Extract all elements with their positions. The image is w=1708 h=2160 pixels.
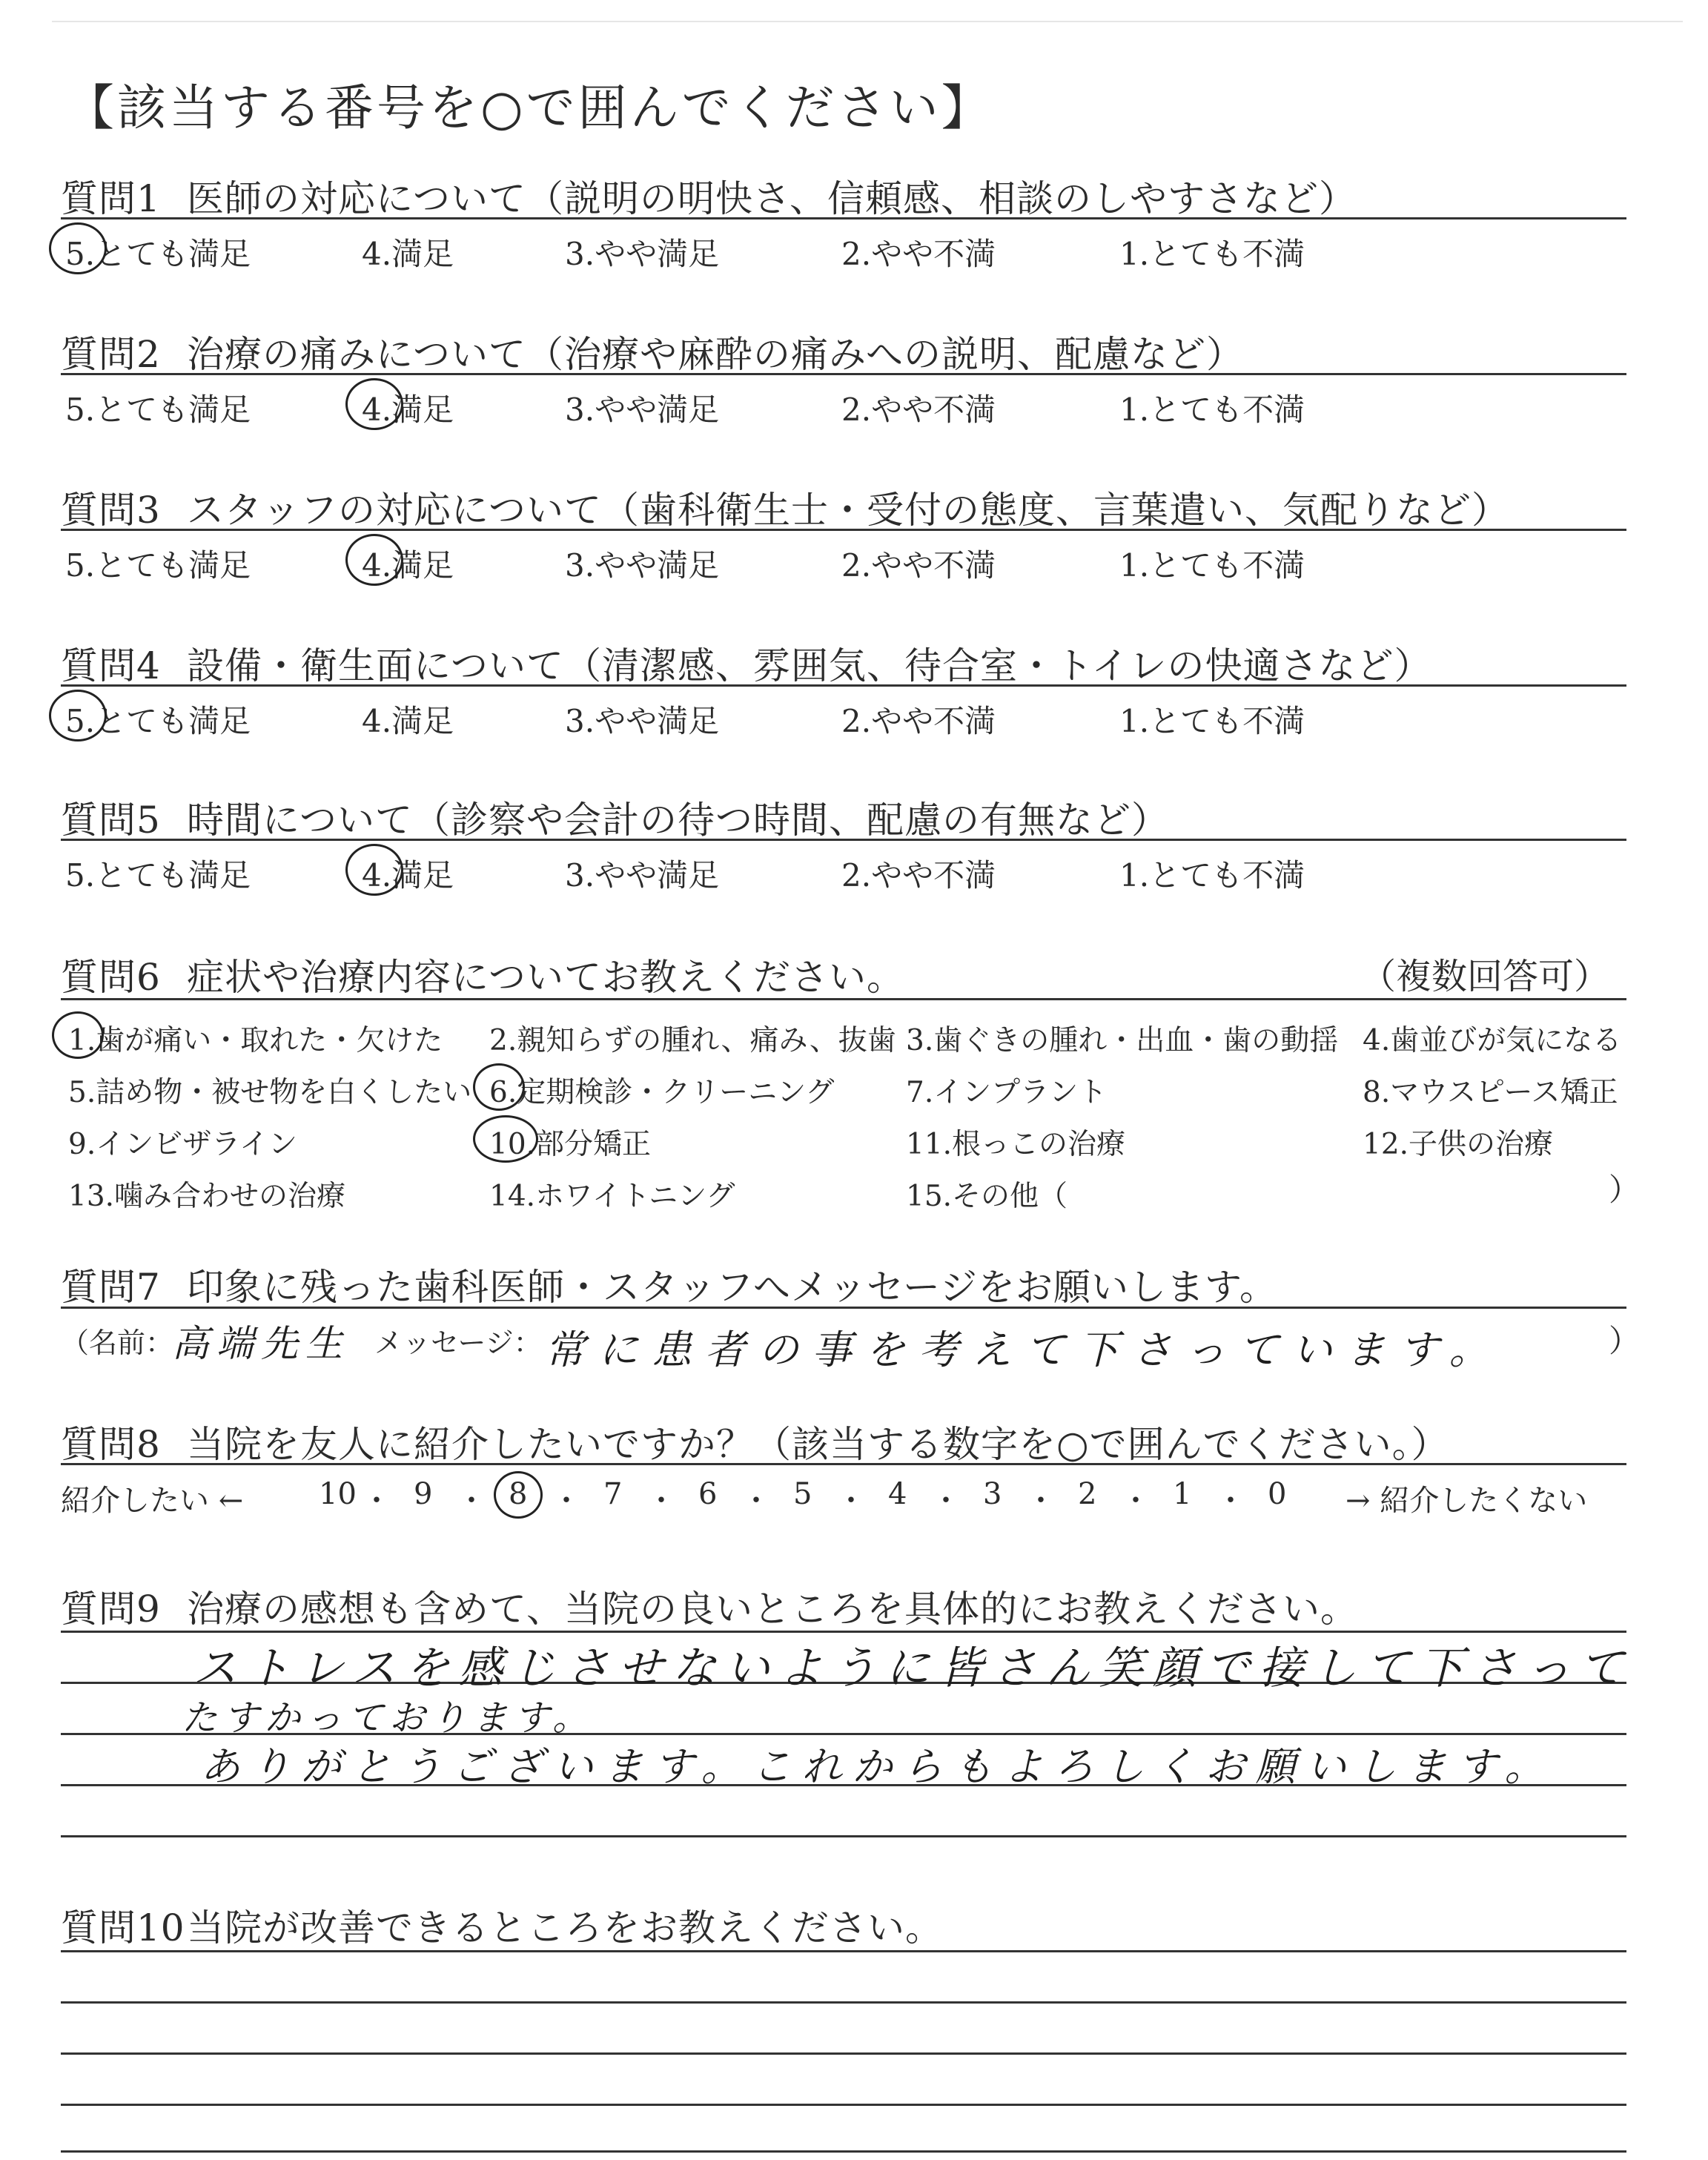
- recommend-separator: ・: [457, 1484, 486, 1518]
- top-edge-line: [52, 21, 1683, 22]
- question-8-rule: [61, 1463, 1626, 1465]
- rating-option: 4.満足: [362, 857, 454, 894]
- hand-drawn-selection-circle: [345, 378, 403, 430]
- symptom-option: 1.歯が痛い・取れた・欠けた: [68, 1024, 443, 1057]
- rating-option: 2.やや不満: [841, 236, 996, 272]
- question-number: 質問10: [61, 1906, 185, 1949]
- recommend-value: 8: [509, 1477, 528, 1511]
- question-6-heading: [61, 948, 904, 1001]
- rating-option: 5.とても満足: [65, 236, 251, 272]
- question-7-rule: [61, 1307, 1626, 1309]
- question-2-rule: [61, 373, 1626, 375]
- symptom-option: 6.定期検診・クリーニング: [489, 1076, 835, 1109]
- message-close-paren: ）: [1609, 1323, 1641, 1359]
- symptom-option: 7.インプラント: [906, 1076, 1108, 1109]
- question-text: 症状や治療内容についてお教えください。: [187, 956, 904, 999]
- recommend-value: 3: [983, 1477, 1002, 1511]
- symptom-option: 8.マウスピース矯正: [1363, 1076, 1618, 1109]
- hand-drawn-selection-circle: [52, 1011, 104, 1059]
- hand-drawn-selection-circle: [345, 844, 403, 896]
- rating-option: 1.とても不満: [1119, 547, 1305, 584]
- recommend-separator: ・: [1216, 1484, 1245, 1518]
- question-text: 当院が改善できるところをお教えください。: [187, 1906, 943, 1949]
- rating-option: 1.とても不満: [1119, 236, 1305, 272]
- question-5-rule: [61, 839, 1626, 841]
- recommend-value: 0: [1268, 1477, 1287, 1511]
- question-text: 医師の対応について（説明の明快さ、信頼感、相談のしやすさなど）: [187, 177, 1357, 220]
- symptom-option: 10.部分矯正: [489, 1128, 652, 1161]
- question-number: 質問1: [61, 177, 161, 220]
- recommend-separator: ・: [362, 1484, 391, 1518]
- symptom-option: 11.根っこの治療: [906, 1128, 1126, 1161]
- rating-option: 5.とても満足: [65, 547, 251, 584]
- question-text: 印象に残った歯科医師・スタッフへメッセージをお願いします。: [187, 1266, 1277, 1309]
- rating-option: 5.とても満足: [65, 857, 251, 894]
- handwritten-message: 常に患者の事を考えて下さっています。: [545, 1327, 1503, 1373]
- question-number: 質問4: [61, 644, 161, 687]
- message-label: メッセージ：: [374, 1327, 542, 1359]
- question-text: 治療の痛みについて（治療や麻酔の痛みへの説明、配慮など）: [187, 333, 1244, 376]
- hand-drawn-selection-circle: [494, 1471, 543, 1519]
- rating-option: 2.やや不満: [841, 392, 996, 428]
- recommend-separator: ・: [1121, 1484, 1151, 1518]
- recommend-separator: ・: [646, 1484, 676, 1518]
- rating-option: 2.やや不満: [841, 547, 996, 584]
- question-3-heading: [61, 480, 1509, 534]
- question-text: 時間について（診察や会計の待つ時間、配慮の有無など）: [187, 799, 1169, 842]
- answer-line: [61, 2052, 1626, 2055]
- question-number: 質問2: [61, 333, 161, 376]
- hand-drawn-selection-circle: [473, 1063, 525, 1111]
- recommend-value: 9: [414, 1477, 433, 1511]
- hand-drawn-selection-circle: [345, 534, 403, 586]
- name-label: （名前：: [61, 1327, 174, 1359]
- question-4-rule: [61, 684, 1626, 687]
- rating-option: 1.とても不満: [1119, 392, 1305, 428]
- question-number: 質問8: [61, 1423, 161, 1466]
- symptom-option: 3.歯ぐきの腫れ・出血・歯の動揺: [906, 1024, 1339, 1057]
- page-title: 【該当する番号を○で囲んでください】: [65, 79, 993, 136]
- hand-drawn-selection-circle: [473, 1115, 538, 1163]
- symptom-option: 4.歯並びが気になる: [1363, 1024, 1622, 1057]
- answer-line: [61, 1835, 1626, 1837]
- question-number: 質問7: [61, 1266, 161, 1309]
- handwritten-answer-line-1: ストレスを感じさせないように皆さん笑顔で接して下さって: [193, 1642, 1633, 1694]
- answer-line: [61, 2001, 1626, 2004]
- question-text: 設備・衛生面について（清潔感、雰囲気、待合室・トイレの快適さなど）: [187, 644, 1432, 687]
- rating-option: 4.満足: [362, 392, 454, 428]
- answer-line: [61, 2104, 1626, 2106]
- rating-option: 2.やや不満: [841, 857, 996, 894]
- rating-option: 2.やや不満: [841, 703, 996, 739]
- hand-drawn-selection-circle: [49, 222, 107, 274]
- question-3-rule: [61, 529, 1626, 531]
- rating-option: 5.とても満足: [65, 703, 251, 739]
- question-5-heading: [61, 790, 1169, 844]
- recommend-separator: ・: [552, 1484, 581, 1518]
- question-2-heading: [61, 325, 1244, 378]
- recommend-value: 6: [698, 1477, 718, 1511]
- hand-drawn-selection-circle: [49, 690, 107, 742]
- question-10-heading: [61, 1898, 943, 1952]
- question-text: スタッフの対応について（歯科衛生士・受付の態度、言葉遣い、気配りなど）: [187, 489, 1509, 532]
- handwritten-answer-line-2: たすかっております。: [182, 1697, 595, 1739]
- recommend-value: 7: [603, 1477, 623, 1511]
- rating-option: 3.やや満足: [565, 703, 720, 739]
- recommend-separator: ・: [836, 1484, 866, 1518]
- question-number: 質問9: [61, 1588, 161, 1631]
- rating-option: 5.とても満足: [65, 392, 251, 428]
- symptom-option: 5.詰め物・被せ物を白くしたい: [68, 1076, 472, 1109]
- question-8-heading: [61, 1415, 1449, 1468]
- symptom-option: 13.噛み合わせの治療: [68, 1180, 346, 1213]
- symptom-option: 12.子供の治療: [1363, 1128, 1554, 1161]
- answer-line: [61, 1950, 1626, 1952]
- other-close-paren: ）: [1609, 1172, 1641, 1208]
- rating-option: 1.とても不満: [1119, 703, 1305, 739]
- handwritten-name: 高端先生: [172, 1322, 350, 1365]
- handwritten-answer-line-3: ありがとうございます。これからもよろしくお願いします。: [200, 1743, 1555, 1790]
- symptom-option: 15.その他（: [906, 1180, 1068, 1213]
- symptom-option: 2.親知らずの腫れ、痛み、抜歯: [489, 1024, 896, 1057]
- recommend-value: 5: [793, 1477, 812, 1511]
- recommend-label-right: → 紹介したくない: [1345, 1484, 1588, 1518]
- rating-option: 4.満足: [362, 703, 454, 739]
- recommend-separator: ・: [741, 1484, 771, 1518]
- question-number: 質問6: [61, 956, 161, 999]
- recommend-separator: ・: [931, 1484, 961, 1518]
- symptom-option: 9.インビザライン: [68, 1128, 298, 1161]
- question-6-rule: [61, 998, 1626, 1000]
- question-1-rule: [61, 217, 1626, 219]
- question-4-heading: [61, 636, 1432, 690]
- question-7-heading: [61, 1258, 1277, 1311]
- rating-option: 3.やや満足: [565, 236, 720, 272]
- recommend-separator: ・: [1026, 1484, 1056, 1518]
- recommend-value: 4: [888, 1477, 907, 1511]
- recommend-value: 2: [1078, 1477, 1097, 1511]
- rating-option: 4.満足: [362, 547, 454, 584]
- question-number: 質問5: [61, 799, 161, 842]
- rating-option: 4.満足: [362, 236, 454, 272]
- rating-option: 3.やや満足: [565, 547, 720, 584]
- rating-option: 1.とても不満: [1119, 857, 1305, 894]
- recommend-value: 1: [1173, 1477, 1192, 1511]
- question-9-heading: [61, 1579, 1358, 1633]
- recommend-label-left: 紹介したい ←: [61, 1484, 244, 1518]
- question-number: 質問3: [61, 489, 161, 532]
- symptom-option: 14.ホワイトニング: [489, 1180, 735, 1213]
- multiple-answer-note: （複数回答可）: [1360, 956, 1610, 997]
- rating-option: 3.やや満足: [565, 392, 720, 428]
- recommend-value: 10: [319, 1477, 357, 1511]
- question-text: 当院を友人に紹介したいですか？（該当する数字を○で囲んでください。）: [187, 1423, 1449, 1466]
- question-text: 治療の感想も含めて、当院の良いところを具体的にお教えください。: [187, 1588, 1358, 1631]
- question-1-heading: [61, 169, 1357, 222]
- answer-line: [61, 2150, 1626, 2153]
- rating-option: 3.やや満足: [565, 857, 720, 894]
